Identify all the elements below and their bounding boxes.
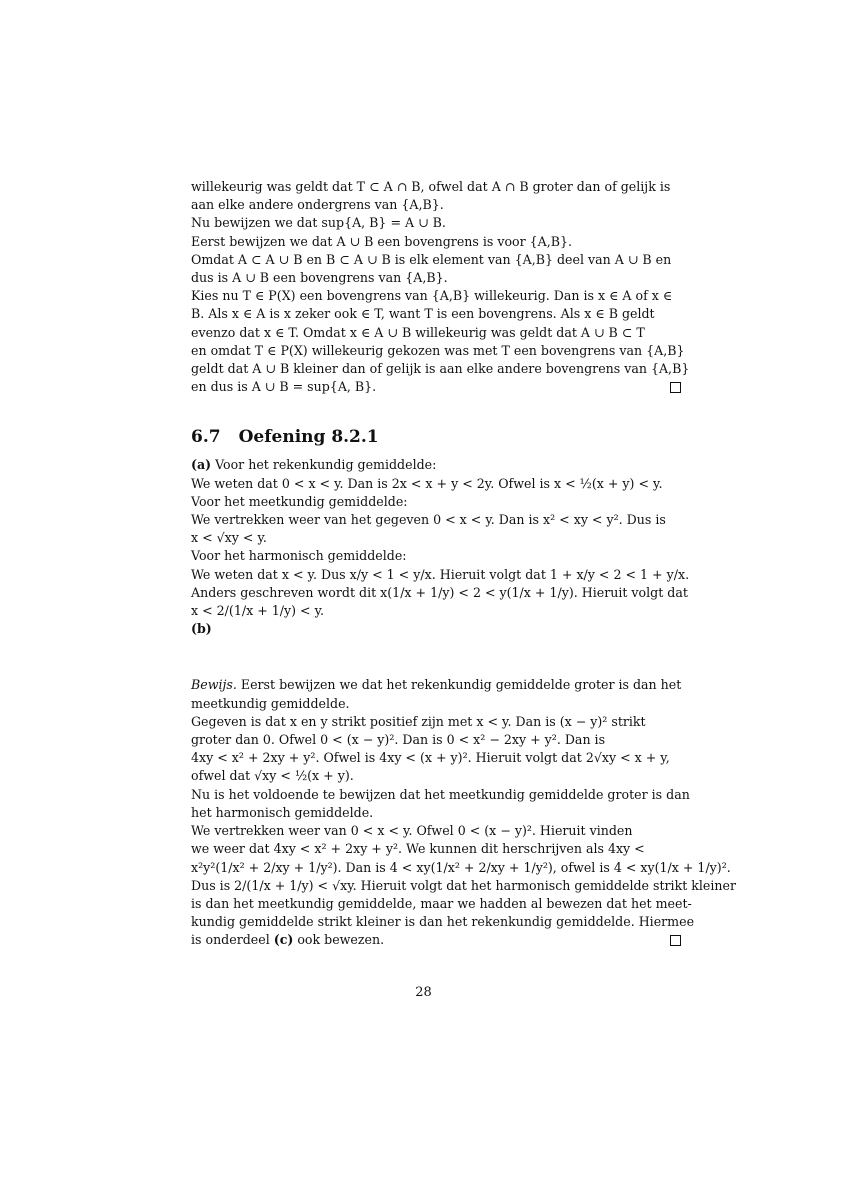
text-line: x < 2/(1/x + 1/y) < y. bbox=[191, 603, 325, 619]
text-line: Voor het harmonisch gemiddelde: bbox=[191, 548, 407, 564]
proof-body bbox=[191, 695, 736, 932]
text-line: Anders geschreven wordt dit x(1/x + 1/y) < 2 < y(1/x + 1/y). Hieruit volgt dat bbox=[191, 584, 688, 600]
text-line: We vertrekken weer van 0 < x < y. Ofwel 0 < (x − y)². Hieruit vinden bbox=[191, 823, 633, 839]
part-c-ref: (c) bbox=[273, 932, 294, 948]
section-title: Oefening 8.2.1 bbox=[238, 427, 379, 448]
text-line: dus is A ∪ B een bovengrens van {A,B}. bbox=[191, 270, 448, 286]
text-line: We vertrekken weer van het gegeven 0 < x < y. Dan is x² < xy < y². Dus is bbox=[191, 512, 666, 528]
proof-conclusion-line bbox=[191, 931, 681, 949]
text-line: Dus is 2/(1/x + 1/y) < √xy. Hieruit volgt dat het harmonisch gemiddelde strikt kleiner bbox=[191, 877, 736, 893]
part-a bbox=[191, 456, 690, 620]
part-a-label: (a) bbox=[191, 457, 212, 473]
text-line: het harmonisch gemiddelde. bbox=[191, 804, 374, 820]
text-line: B. Als x ∈ A is x zeker ook ∈ T, want T is een bovengrens. Als x ∈ B geldt bbox=[191, 306, 655, 322]
section-heading bbox=[191, 426, 681, 448]
part-b-label: (b) bbox=[191, 621, 212, 637]
text-line: x²y²(1/x² + 2/xy + 1/y²). Dan is 4 < xy(1/x² + 2/xy + 1/y²), ofwel is 4 < xy(1/x + 1/y)². bbox=[191, 859, 731, 875]
proof-first-line: Eerst bewijzen we dat het rekenkundig gemiddelde groter is dan het bbox=[236, 677, 682, 693]
spacer bbox=[191, 638, 681, 676]
text-line: willekeurig was geldt dat T ⊂ A ∩ B, ofwel dat A ∩ B groter dan of gelijk is bbox=[191, 179, 671, 194]
page-number: 28 bbox=[415, 985, 432, 1000]
proof-heading: Bewijs. bbox=[191, 677, 237, 693]
proof-last-prefix: is onderdeel bbox=[191, 932, 274, 948]
text-line: Eerst bewijzen we dat A ∪ B een bovengrens is voor {A,B}. bbox=[191, 233, 573, 249]
intro-paragraph bbox=[191, 178, 690, 378]
proof-last-line bbox=[191, 931, 384, 949]
text-line: meetkundig gemiddelde. bbox=[191, 695, 350, 711]
text-line: Voor het meetkundig gemiddelde: bbox=[191, 493, 408, 509]
text-line: We weten dat 0 < x < y. Dan is 2x < x + y < 2y. Ofwel is x < ½(x + y) < y. bbox=[191, 475, 663, 491]
section-number: 6.7 bbox=[191, 427, 221, 448]
text-line: Omdat A ⊂ A ∪ B en B ⊂ A ∪ B is elk element van {A,B} deel van A ∪ B en bbox=[191, 251, 672, 267]
proof-last-suffix: ook bewezen. bbox=[293, 932, 385, 948]
qed-square-icon bbox=[670, 382, 681, 393]
text-line: ofwel dat √xy < ½(x + y). bbox=[191, 768, 354, 784]
proof-intro-line bbox=[191, 676, 681, 694]
text-line: geldt dat A ∪ B kleiner dan of gelijk is aan elke andere bovengrens van {A,B} bbox=[191, 361, 690, 377]
qed-square-icon bbox=[670, 935, 681, 946]
text-line: Nu is het voldoende te bewijzen dat het meetkundig gemiddelde groter is dan bbox=[191, 786, 690, 802]
text-line-text: Voor het rekenkundig gemiddelde: bbox=[211, 457, 437, 473]
text-line: Nu bewijzen we dat sup{A, B} = A ∪ B. bbox=[191, 215, 446, 231]
text-line: Kies nu T ∈ P(X) een bovengrens van {A,B} willekeurig. Dan is x ∈ A of x ∈ bbox=[191, 288, 673, 304]
text-line: en omdat T ∈ P(X) willekeurig gekozen was met T een bovengrens van {A,B} bbox=[191, 342, 685, 358]
text-line: 4xy < x² + 2xy + y². Ofwel is 4xy < (x + y)². Hieruit volgt dat 2√xy < x + y, bbox=[191, 750, 670, 766]
text-line: kundig gemiddelde strikt kleiner is dan het rekenkundig gemiddelde. Hiermee bbox=[191, 914, 695, 930]
text-line: We weten dat x < y. Dus x/y < 1 < y/x. Hieruit volgt dat 1 + x/y < 2 < 1 + y/x. bbox=[191, 566, 690, 582]
text-line: evenzo dat x ∈ T. Omdat x ∈ A ∪ B willekeurig was geldt dat A ∪ B ⊂ T bbox=[191, 324, 645, 340]
text-line bbox=[191, 456, 681, 474]
text-line: groter dan 0. Ofwel 0 < (x − y)². Dan is 0 < x² − 2xy + y². Dan is bbox=[191, 732, 606, 748]
page-body bbox=[191, 178, 736, 950]
text-line: we weer dat 4xy < x² + 2xy + y². We kunnen dit herschrijven als 4xy < bbox=[191, 841, 645, 857]
text-line: is dan het meetkundig gemiddelde, maar we hadden al bewezen dat het meet- bbox=[191, 895, 692, 911]
intro-last-line: en dus is A ∪ B = sup{A, B}. bbox=[191, 379, 377, 395]
text-line: x < √xy < y. bbox=[191, 530, 267, 546]
text-line: aan elke andere ondergrens van {A,B}. bbox=[191, 197, 444, 213]
text-line: Gegeven is dat x en y strikt positief zijn met x < y. Dan is (x − y)² strikt bbox=[191, 713, 646, 729]
intro-conclusion-line bbox=[191, 378, 681, 396]
